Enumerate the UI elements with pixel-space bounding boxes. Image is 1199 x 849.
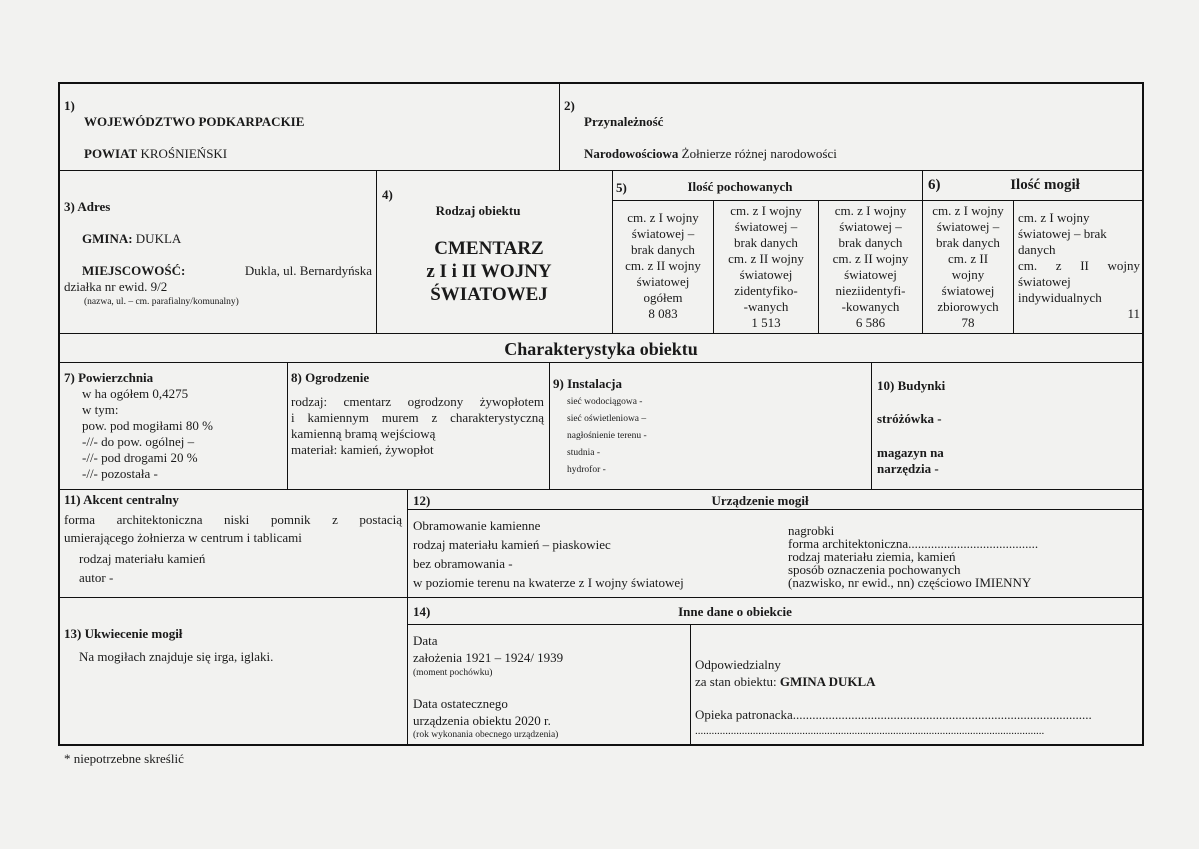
founding-note: (moment pochówku) — [413, 668, 493, 678]
installation-line: studnia - — [567, 448, 600, 458]
central-accent-line2: umierającego żołnierza w centrum i tablicami — [64, 530, 302, 545]
section-number: 6) — [928, 177, 941, 193]
cell-line: -kowanych — [841, 299, 900, 314]
characteristics-title: Charakterystyka obiektu — [504, 339, 698, 359]
graves-count-title: Ilość mogił — [1010, 177, 1080, 193]
cell-line: cm. z I wojny — [627, 210, 699, 225]
cell-line: brak danych — [838, 235, 903, 250]
storage-line2: narzędzia - — [877, 461, 939, 476]
county — [84, 146, 227, 162]
cell-line: brak danych — [936, 235, 1000, 250]
responsible-label: za stan obiektu: — [695, 674, 777, 689]
flowers-label: 13) Ukwiecenie mogił — [64, 626, 183, 641]
cell-line: 8 083 — [648, 306, 678, 321]
final-arrangement-line1: Data ostatecznego — [413, 696, 508, 711]
cell-line: 6 586 — [855, 315, 886, 330]
buried-total-cell — [613, 210, 713, 322]
cell-line: brak danych — [631, 242, 695, 257]
final-arrangement-note: (rok wykonania obecnego urządzenia) — [413, 730, 559, 740]
grave-arrangement-title: Urządzenie mogił — [711, 493, 809, 508]
central-accent-label: 11) Akcent centralny — [64, 492, 179, 507]
central-accent-line3: rodzaj materiału kamień — [79, 551, 206, 566]
installation-details — [567, 394, 647, 479]
cell-line: wojny — [951, 267, 985, 282]
cell-line: danych — [1018, 242, 1056, 257]
founding-line1: Data — [413, 633, 438, 648]
cell-line: cm. z I wojny — [932, 203, 1004, 218]
arrangement-line: nagrobki — [788, 523, 835, 538]
divider — [407, 624, 1144, 625]
object-type-line3: ŚWIATOWEJ — [430, 284, 548, 305]
nationality-label: Narodowościowa — [584, 146, 679, 161]
other-data-title: Inne dane o obiekcie — [678, 604, 792, 619]
cell-line: światowej — [739, 267, 793, 282]
locality — [82, 263, 372, 279]
cell-line: cm. z I wojny — [834, 203, 907, 218]
patronage: Opieka patronacka............................................................................................ — [695, 707, 1092, 722]
divider — [58, 489, 1144, 490]
cell-line: cm. z II wojny — [1018, 258, 1140, 273]
cell-line: ogółem — [643, 290, 683, 305]
section-number: 12) — [413, 493, 431, 508]
divider — [287, 362, 288, 489]
divider — [871, 362, 872, 489]
cell-line: światowej – — [734, 219, 798, 234]
divider — [58, 333, 1144, 334]
cell-line: światowej – — [631, 226, 695, 241]
buried-count-title: Ilość pochowanych — [687, 179, 793, 194]
section-number: 1) — [64, 98, 75, 113]
arrangement-line: rodzaj materiału ziemia, kamień — [788, 549, 956, 564]
area-line: -//- do pow. ogólnej – — [82, 434, 195, 449]
arrangement-line: forma architektoniczna........................................ — [788, 536, 1039, 551]
cell-line: indywidualnych — [1018, 290, 1102, 305]
address-note: (nazwa, ul. – cm. parafialny/komunalny) — [84, 297, 239, 307]
address-label: 3) Adres — [64, 199, 111, 214]
installation-label: 9) Instalacja — [553, 376, 622, 391]
cell-line: światowej — [844, 267, 897, 282]
responsible-line2 — [695, 674, 876, 690]
cell-line: światowej — [1018, 274, 1071, 289]
flowers-text: Na mogiłach znajduje się irga, iglaki. — [79, 649, 274, 664]
central-accent-line4: autor - — [79, 570, 114, 585]
fence-line: i kamiennym murem z charakterystyczną — [291, 410, 544, 425]
cell-line: światowej — [636, 274, 690, 289]
graves-collective-cell — [923, 203, 1013, 331]
fence-details — [291, 394, 544, 458]
cell-line: brak danych — [734, 235, 798, 250]
parcel-number: działka nr ewid. 9/2 — [64, 279, 168, 294]
divider — [407, 509, 1144, 510]
cell-line: 1 513 — [751, 315, 781, 330]
arrangement-line: sposób oznaczenia pochowanych — [788, 562, 961, 577]
area-line: pow. pod mogiłami 80 % — [82, 418, 213, 433]
divider — [1013, 200, 1014, 333]
object-type-label: Rodzaj obiektu — [435, 203, 521, 218]
locality-value: Dukla, ul. Bernardyńska — [244, 263, 372, 278]
footnote: * niepotrzebne skreślić — [64, 751, 184, 766]
cell-line: zbiorowych — [937, 299, 999, 314]
fence-label: 8) Ogrodzenie — [291, 370, 370, 385]
cell-line: cm. z II — [947, 251, 989, 266]
cell-line: nieziidentyfi- — [835, 283, 906, 298]
divider — [690, 624, 691, 746]
installation-line: hydrofor - — [567, 465, 606, 475]
area-line: -//- pozostała - — [82, 466, 158, 481]
installation-line: sieć oświetleniowa – — [567, 414, 647, 424]
nationality — [584, 146, 837, 162]
divider — [58, 170, 1144, 171]
storage-line1: magazyn na — [877, 445, 944, 460]
grave-arrangement-right — [788, 524, 1038, 589]
gmina — [82, 231, 181, 247]
area-label: 7) Powierzchnia — [64, 370, 154, 385]
installation-line: nagłośnienie terenu - — [567, 431, 647, 441]
area-line: w ha ogółem 0,4275 — [82, 386, 189, 401]
cell-line: cm. z II wojny — [728, 251, 804, 266]
cell-line: światowej – — [936, 219, 1000, 234]
divider — [58, 597, 1144, 598]
object-type-line2: z I i II WOJNY — [426, 261, 552, 282]
fence-line: materiał: kamień, żywopłot — [291, 442, 434, 457]
arrangement-line: rodzaj materiału kamień – piaskowiec — [413, 537, 611, 552]
county-value: KROŚNIEŃSKI — [140, 146, 228, 161]
nationality-value: Żołnierze różnej narodowości — [681, 146, 837, 161]
divider — [58, 362, 1144, 363]
area-line: -//- pod drogami 20 % — [82, 450, 198, 465]
divider — [407, 489, 408, 746]
cell-line: cm. z II wojny — [625, 258, 701, 273]
final-arrangement-line2: urządzenia obiektu 2020 r. — [413, 713, 551, 728]
cell-line: cm. z I wojny — [730, 203, 802, 218]
section-number: 4) — [382, 187, 393, 202]
cell-line: światowej – — [839, 219, 902, 234]
county-label: POWIAT — [84, 146, 138, 161]
voivodeship: WOJEWÓDZTWO PODKARPACKIE — [84, 114, 305, 129]
cell-line: cm. z II wojny — [832, 251, 909, 266]
cell-line: zidentyfiko- — [734, 283, 798, 298]
responsible-value: GMINA DUKLA — [779, 674, 876, 689]
cell-line: 11 — [1127, 306, 1140, 321]
area-details — [82, 386, 213, 482]
installation-line: sieć wodociągowa - — [567, 397, 643, 407]
affiliation-title: Przynależność — [584, 114, 664, 129]
central-accent-line1: forma architektoniczna niski pomnik z postacią — [64, 512, 402, 527]
responsible-line1: Odpowiedzialny — [695, 657, 781, 672]
arrangement-line: bez obramowania - — [413, 556, 513, 571]
divider — [559, 82, 560, 170]
arrangement-line: Obramowanie kamienne — [413, 518, 541, 533]
area-line: w tym: — [82, 402, 119, 417]
dotted-line: ............................................................................................................................... — [695, 725, 1045, 737]
fence-line: kamienną bramą wejściową — [291, 426, 436, 441]
object-type-line1: CMENTARZ — [434, 238, 544, 259]
cell-line: światowej — [941, 283, 995, 298]
cell-line: cm. z I wojny — [1018, 210, 1090, 225]
divider — [612, 200, 1144, 201]
grave-arrangement-left — [413, 516, 684, 592]
divider — [376, 170, 377, 333]
section-number: 5) — [616, 180, 627, 195]
locality-label: MIEJSCOWOŚĆ: — [82, 263, 186, 278]
cell-line: 78 — [961, 315, 975, 330]
arrangement-line: (nazwisko, nr ewid., nn) częściowo IMIENNY — [788, 575, 1032, 590]
buildings-label: 10) Budynki — [877, 378, 946, 393]
arrangement-line: w poziomie terenu na kwaterze z I wojny światowej — [413, 575, 684, 590]
buried-unidentified-cell — [819, 203, 922, 331]
gmina-value: DUKLA — [135, 231, 182, 246]
guardhouse: stróżówka - — [877, 411, 942, 426]
section-number: 2) — [564, 98, 575, 113]
divider — [549, 362, 550, 489]
fence-line: rodzaj: cmentarz ogrodzony żywopłotem — [291, 394, 544, 409]
founding-line2: założenia 1921 – 1924/ 1939 — [413, 650, 564, 665]
section-number: 14) — [413, 604, 431, 619]
buried-identified-cell — [714, 203, 818, 331]
graves-individual-cell — [1018, 210, 1140, 322]
gmina-label: GMINA: — [82, 231, 133, 246]
cell-line: -wanych — [743, 299, 789, 314]
cell-line: światowej – brak — [1018, 226, 1107, 241]
